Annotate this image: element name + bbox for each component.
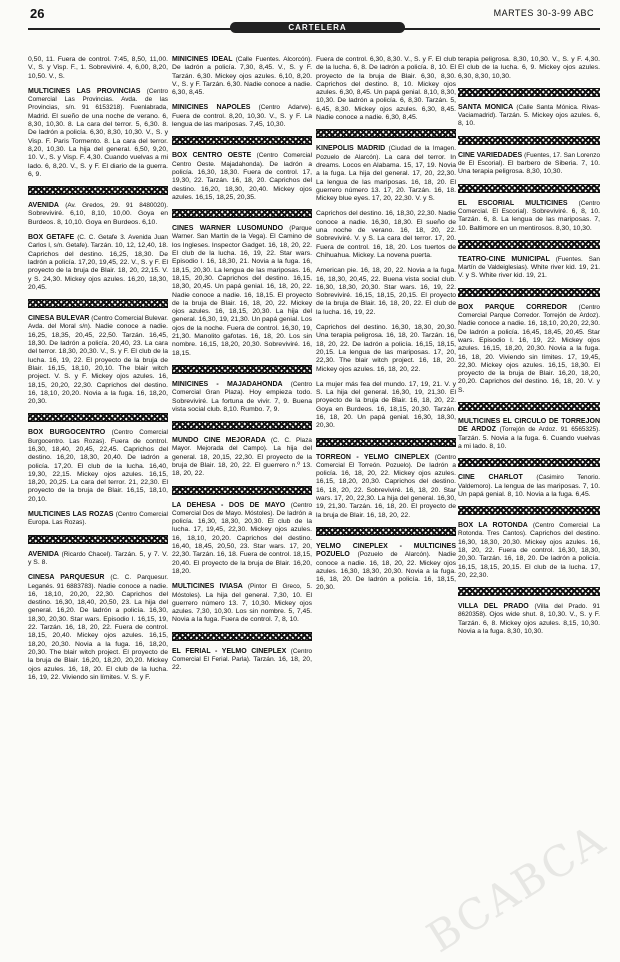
column-2 [172,56,312,850]
cinema-name: CINES WARNER LUSOMUNDO [172,225,284,233]
section-separator [316,438,456,447]
film-schedule: La mujer más fea del mundo. 17, 19, 21. V. y S. La hija del general. 16,30, 19, 21,30. El proyecto de la bruja de Blair. 16, 18, 20, 22. Goya en Burdeos. 16, 18,15, 20,30. Tarzán. 16, 18, 20. Un papá genial. 16,30, 18,30, 20,30. [316,380,456,430]
film-schedule: El sueño de una noche de verano. 6, 8,30, 10,30. 8. La cara del terror. 5, 6,30. 8. De ladrón a policía. 6,30, 8,30, 10,30. V., S. y Visp. F. Paris Tormento. 8. La cara del terror. 8,20, 10,30. La hija del general. 6,50, 9,20, 10. V., S. y Visp. F. 4,30. Cuando vuelvas a mi lado. 6, 8,20. V., S. y F. El diario de la guerra. 6, 9. [28,112,168,178]
cinema-address: (Pozuelo de Alarcón). [357,551,431,559]
cinema-listing [458,304,600,395]
section-separator [28,186,168,195]
cinema-listing [172,583,312,624]
film-schedule: American pie. 16, 18, 20, 22. Novia a la fuga. 16, 18,30, 20,45, 22. Buena vista social club. 16,30, 18,30, 20,30. Star wars. 16, 19, 22. Sobreviviré. 16,15, 18,15, 20,15. El proyecto de la bruja de Blair. 16, 18, 20, 22. El club de la lucha. 16, 19, 22. [316,267,456,316]
section-separator [458,184,600,193]
section-separator [458,88,600,97]
section-separator [458,402,600,411]
cinema-listing [316,210,456,260]
cinema-listing [458,418,600,451]
film-schedule: 0,50, 11. Fuera de control. 7:45, 8,50, 11,00. V., S. y Visp. F., 1. Sobreviviré. 4, 6,00, 8,20, 10,50. V., S. [28,56,168,80]
cinema-address: (Calle Santa Mónica. Rivas-Vaciamadrid). [458,103,600,120]
cinema-listing [316,454,456,520]
cinema-name: BOX PARQUE CORREDOR [458,303,567,311]
cinema-address: (Centro Comercial La Rotonda. Tres Cantos). [458,522,600,538]
cinema-name: BOX GETAFE [28,234,75,242]
header-date: MARTES 30-3-99 [493,8,572,18]
film-schedule: Fuera de control. 8,20, 10,30. V., S. y F. La lengua de las mariposas. 7,45, 10,30. [172,112,312,129]
section-separator [458,458,600,467]
cinema-address: (Centro Comercial Centro Oeste. Majadahonda). [172,152,312,168]
cinema-name: MINICINES IDEAL [172,56,233,63]
film-schedule: Tarzán. 16, 18, 20, 22. [172,656,312,672]
cinema-name: CINE VARIEDADES [458,151,523,159]
film-schedule: De ladrón a policía. 16, 18, 20, 22. Mickey ojos azules. 16,15, 18,20, 20,30. Caprichos del destino. 16, 18, 20, 22. Sobreviviré. 16, 18, 20. Star wars. 17, 20, 22,30. La hija del general. 16,30, 19, 21,30. Tarzán. 16, 18, 20. El proyecto de la bruja de Blair. 16, 18, 20, 22. [316,461,456,519]
cinema-listing [172,381,312,414]
cinema-address: (Centro Comercial Las Provincias. Avda. de las Provincias, s/n. 91 6153218). Fuenlabrada, Madrid. [28,87,168,120]
cinema-address: (C. C. Plaza Mayor. Mejorada del Campo). [172,437,312,453]
film-schedule: Hoy empieza todo. Sobreviviré. La fortuna de vivir. 7, 9. Buena vista social club. 8,10. Rumbo. 7, 9. [172,389,312,413]
film-schedule: El Camino de los Ingleses. Inspector Gadget. 16, 18, 20, 22. El club de la lucha. 16, 19, 22. Star wars. Episodio I. 16, 18,30, 21. Novia a la fuga. 16, 18,15, 20,30. La lengua de las mariposas. 16, 18,15, 20,30. Caprichos del destino. 16,15, 18,30, 20,45. Un papá genial. 16, 18, 20, 22. Nadie conoce a nadie. 16, 18,15. El proyecto de la bruja de Blair. 16, 18, 20, 22. Mickey ojos azules. 16, 18,15, 20,30. La hija del general. 16,30, 19, 21,30. Un papá genial. Los ojos de la noche. Fuera de control. 16,30, 19, 21,30. Manolito gafotas. 16, 18, 20. Los sin nombre. 16,15, 18,20, 20,30. Sobreviviré. 16, 18,15. [172,233,312,357]
cinema-name: LA DEHESA - DOS DE MAYO [172,501,286,509]
cinema-name: MULTICINES IVIASA [172,583,243,591]
film-schedule: La hija del general. 7,30, 10. El guerrero número 13. 7, 10,30. Mickey ojos azules. 7,30, 10,30. Los sin nombre. 5, 7,45. Novia a la fuga. Fuera de control. 7, 8, 10. [172,591,312,624]
section-separator [458,506,600,515]
cinema-name: CINESA BULEVAR [28,315,90,323]
film-schedule: Ojos wide shut. 8, 10,30. V., S. y F. Tarzán. 6, 8. Mickey ojos azules. 8,15, 10,30. Novia a la fuga. 8,30, 10,30. [458,611,600,636]
cinema-name: AVENIDA [28,550,59,558]
cinema-listing [28,574,168,682]
cinema-listing [458,104,600,129]
film-schedule: Tarzán. 5. Novia a la fuga. 6. Cuando vuelvas a mi lado. 8, 10. [458,434,600,450]
cinema-listing [316,56,456,122]
cinema-listing [316,543,456,593]
column-4 [458,56,600,850]
column-1 [28,56,168,850]
cinema-listing [172,502,312,577]
film-schedule: Tarzán. 10, 12, 12,40, 18. Caprichos del destino. 16,25, 18,30. De ladrón a policía. 17,20, 19,45, 22. V., S. y F. El proyecto de la bruja de Blair. 18, 20, 22,15. V. y S. 24,30. Mickey ojos azules. 16,20, 18,30, 20,45. [28,242,168,291]
section-separator [458,587,600,596]
cinema-listing [458,603,600,636]
section-separator [172,486,312,495]
header-date-paper [494,8,594,18]
cinema-name: BOX LA ROTONDA [458,522,528,530]
film-schedule: Nadie conoce a nadie. 16, 18,10, 20,20, 22,30. Caprichos del destino. 16,30, 18,40, 20,50, 23. La hija del general. 16,20. De ladrón a policía. 16,30, 18,30, 20,30. Star wars. Episodio I. 16,15, 19, 22. Tarzán. 16, 18, 20, 22. Fuera de control. 18,15, 20,40. Mickey ojos azules. 16,15, 18,20, 20,30. Novia a la fuga. 16, 18,20, 20,30. The blair witch project. El proyecto de la bruja de Blair. 16,20, 18,20, 20,20. Mickey ojos azules. 16, 18, 20. El club de la lucha. 16, 19, 22. Viviendo sin límites. V. S. y F. [28,582,168,681]
cinema-listing [316,324,456,374]
cinema-address: (Fuentes. San Martín de Valdeiglesias). [458,255,600,272]
abc-watermark: BCABCA [418,814,614,962]
cinema-address: (Av. Gredos, 29. 91 8480020). [65,202,168,210]
cinema-address: (Torrejón de Ardoz. 91 6565325). [499,426,600,434]
cinema-listing [458,474,600,499]
film-schedule: Tarzán. 5, y 7. V. y S. 8. [28,550,168,566]
cinema-listing [28,315,168,406]
cinema-name: VILLA DEL PRADO [458,603,529,611]
cinema-name: BOX BURGOCENTRO [28,429,106,437]
section-separator [28,299,168,308]
cinema-listing [172,152,312,202]
cinema-address: (Centro Comercial Dos de Mayo. Móstoles). [172,501,312,517]
cinema-address: (Centro Comercial Europa. Las Rozas). [28,511,168,527]
cinema-listing [28,56,168,81]
cinema-name: MULTICINES EL CIRCULO DE TORREJON DE ARDOZ [458,418,600,434]
film-schedule: Caprichos del destino. 16, 18,30, 22,30. Nadie conoce a nadie. 16,30, 18,30. El sueño de una noche de verano. 16, 18, 20, 22. Sobreviviré. V. y S. La cara del terror. 17, 20. Fuera de control. 16, 18, 20. Los tuertos de Chihuahua. Mickey. La novena puerta. [316,210,456,259]
film-schedule: terapia peligrosa. 8,30, 10,30. V., S. y F. 4,30. El club de la lucha. 6, 9. Mickey ojos azules. 6,30, 8,30, 10,30. [458,56,600,80]
film-schedule: Caprichos del destino. 16,30, 18,30, 20,30. Mickey ojos azules. 16, 18, 20, 22. Fuera de control. 16,30, 18,30, 20,30. Tarzán. 16, 18, 20. De ladrón a policía. 16,15, 18,15, 20,15. El club de la lucha. 17, 20, 22,30. [458,530,600,579]
cinema-name: CINESA PARQUESUR [28,574,105,582]
film-schedule: El barbero de Siberia. 7, 10. Una terapia peligrosa. 8,30, 10,30. [458,160,600,176]
film-schedule: Caprichos del destino. 16,30, 18,30, 20,30. Una terapia peligrosa. 16, 18, 20. Tarzán. 16, 18, 20, 22. De ladrón a policía. 16,15, 18,15, 20,15. La lengua de las mariposas. 17, 20, 22,30. The blair witch project. 16, 18, 20. Mickey ojos azules. 16, 18, 20, 22. [316,324,456,373]
section-separator [28,535,168,544]
film-schedule: Fuera de control. 6,30, 8,30. V., S. y F. El club de la lucha. 6, 8. De ladrón a policía. 8, 10. El proyecto de la bruja de Blair. 6,30, 8,30. Caprichos del destino. 8, 10. Mickey ojos azules. 6,30, 8,45. Un papá genial. 8,10, 8,30, 10,30. De ladrón a policía. 6, 8,30. Tarzán. 5, 6,45, 8,30. Mickey ojos azules. 6,30, 8,45. Nadie conoce a nadie. 6,30, 8,45. [316,56,456,122]
cinema-listing [172,104,312,129]
film-schedule: Sobreviviré. 6, 8, 10. Tarzán. 6, 8. La lengua de las mariposas. 7, 10. Baltimore en un mentirosos. 8,30, 10,30. [458,207,600,232]
cinema-address: (Fuentes, 17. San Lorenzo de El Escorial). [458,151,600,168]
cinema-listing [458,152,600,177]
section-separator [172,365,312,374]
cinema-address: (Centro Comercial Gran Plaza). [172,380,312,397]
cinema-address: (C. C. Getafe 3. Avenida Juan Carlos I, s/n. Getafe). [28,234,168,250]
cinema-address: (Parque Warner. San Martín de la Vega). [172,225,312,241]
film-schedule: White river kid. 19, 21. V. y S. White river kid. 19, 21. [458,264,600,280]
cinema-listing [316,267,456,317]
cinema-address: (Villa del Prado. 91 8620358). [458,603,600,619]
section-separator [172,136,312,145]
section-separator [172,209,312,218]
cinema-listing [28,511,168,528]
cinema-address: (Centro Comercial El Torreón. Pozuelo). [316,453,456,469]
cinema-listing [28,88,168,179]
film-schedule: La cara del terror. In dreams. Locos en Alabama. 15, 17, 19. Novia a la fuga. La hija del general. 17, 20, 22,30. La lengua de las mariposas. 16, 18, 20. El guerrero número 13. 17, 20. Tarzán. 16, 18. Mickey blue eyes. 17, 20, 22,30. V. y S. [316,153,456,203]
cinema-name: CINE CHARLOT [458,474,523,482]
cinema-listing [28,551,168,568]
cinema-name: MULTICINES LAS ROZAS [28,511,114,519]
cinema-address: (Pintor El Greco, 5. Móstoles). [172,583,312,599]
cinema-name: EL ESCORIAL MULTICINES [458,199,568,207]
cinema-listing [316,381,456,431]
cinema-name: AVENIDA [28,202,59,210]
section-separator [458,288,600,297]
cinema-name: BOX CENTRO OESTE [172,152,252,160]
cinema-name: KINEPOLIS MADRID [316,145,386,153]
cinema-listing [28,429,168,504]
cinema-name: MUNDO CINE MEJORADA [172,437,266,445]
film-schedule: Nadie conoce a nadie. 16,25, 18,35, 20,45, 22,50. Tarzán. 16,45, 18,30. De ladrón a policía. 20,40, 23. La cara del terror. 18,30, 20,30. V., S. y F. El club de la lucha. 16, 19, 22. El proyecto de la bruja de Blair. 16,15, 18,10, 20,10. The blair witch project. V. S. y F. Mickey ojos azules. 16, 18,15, 20,20, 22,30. Caprichos del destino. 16, 18,10, 20,20. Novia a la fuga. 16, 18,20, 20,30. [28,323,168,406]
section-separator [172,421,312,430]
cinema-address: (Centro Comercial Bulevar. Avda. del Moral s/n). [28,315,168,331]
cinema-address: (Casimiro Tenorio. Valdemoro). [458,474,600,490]
section-separator [316,129,456,138]
film-schedule: La hija del general. 18, 20,15, 22,30. El proyecto de la bruja de Blair. 18, 20, 22. El guerrero n.º 13. 18, 20, 22. [172,445,312,478]
cinema-address: (Ciudad de la Imagen. Pozuelo de Alarcón). [316,145,456,161]
film-schedule: Nadie conoce a nadie. 16, 18, 20, 22. Mickey ojos azules. 16,30, 18,30, 20,30. Novia a la fuga. 16, 18, 20. De ladrón a policía. 16, 18,15, 20,30. [316,551,456,592]
section-separator [172,632,312,641]
film-schedule: Nadie conoce a nadie. 16, 18,10, 20,20, 22,30. De ladrón a policía. 16,45, 18,45, 20,45. Star wars. Episodio I. 16, 19, 22. Mickey ojos azules. 16,15, 18,20, 20,30. Novia a la fuga. 16, 18, 20. Viviendo sin límites. 17, 19,45, 22,30. Mickey ojos azules. 16,15, 18,30. El proyecto de la bruja de Blair. 16,20, 18,20, 20,20. Caprichos del destino. 16, 18, 20. V. y S. [458,320,600,394]
section-separator [316,527,456,536]
header-paper: ABC [573,8,594,18]
page-number: 26 [30,6,45,21]
cinema-address: (Centro Comercial Parque Corredor. Torrejón de Ardoz). [458,303,600,320]
section-separator [458,136,600,145]
cinema-listing [172,56,312,97]
page-header [0,0,620,40]
cinema-name: TEATRO-CINE MUNICIPAL [458,255,550,263]
cinema-listing [172,648,312,673]
cinema-listing [28,202,168,227]
cinema-name: EL FERIAL - YELMO CINEPLEX [172,647,287,655]
cinema-name: SANTA MONICA [458,103,514,111]
cinema-address: (Centro Comercial El Ferial. Parla). [172,647,312,664]
cinema-listing [458,256,600,281]
film-schedule: Sobreviviré. 6,10, 8,10, 10,00. Goya en Burdeos. 8, 10,10. Goya en Burdeos. 6,10. [28,210,168,226]
film-schedule: La lengua de las mariposas. 7, 10. Un papá genial. 8, 10. Novia a la fuga. 6,45. [458,482,600,498]
section-separator [458,240,600,249]
column-3 [316,56,456,850]
cinema-name: TORREON - YELMO CINEPLEX [316,453,430,461]
cinema-address: (Centro Comercial. El Escorial). [458,199,600,215]
cinema-address: (Centro Adarve). [258,104,312,112]
cinema-listing [458,200,600,233]
section-band: CARTELERA [230,22,405,33]
section-separator [28,413,168,422]
cinema-listing [458,522,600,580]
cinema-address: (Calle Fuentes. Alcorcón). [235,56,312,63]
cinema-name: MINICINES NAPOLES [172,104,251,112]
film-schedule: De ladrón a policía. 16,30, 18,30. Fuera de control. 17, 19,30, 22. Tarzán. 16, 18, 20. Caprichos del destino. 16,20, 18,30, 20,40. Mickey ojos azules. 16,15, 18,25, 20,35. [172,160,312,201]
film-schedule: De ladrón a policía. 16,30, 18,30, 20,30. El club de la lucha. 17, 19,45, 22,30. Mickey ojos azules. 16, 18,10, 20,20. Caprichos del destino. 16,40, 18,45, 20,50, 23. Star wars. 17, 20, 22,30. Tarzán. 16, 18. Fuera de control. 18,15, 20,40. El proyecto de la bruja de Blair. 16,20, 18,20. [172,509,312,575]
cinema-listing [458,56,600,81]
cinema-listing [316,145,456,203]
film-schedule: Tarzán. 5. Mickey ojos azules. 6, 8, 10. [458,112,600,128]
film-schedule: De ladrón a policía. 7,30, 8,45. V., S. y F. Tarzán. 6,30. Mickey ojos azules. 6,10, 8,20. V., S. y F. Tarzán. 6,30. Nadie conoce a nadie. 6,30, 8,45. [172,64,312,97]
cinema-listing [172,225,312,358]
cinema-name: MINICINES - MAJADAHONDA [172,380,283,388]
cinema-listing [172,437,312,478]
cinema-address: (Ricardo Chacel). [61,550,113,558]
cinema-listing [28,234,168,292]
cinema-name: MULTICINES LAS PROVINCIAS [28,87,141,95]
film-schedule: Fuera de control. 16,30, 18,40, 20,45, 22,45. Caprichos del destino. 16,20, 18,30, 20,40. De ladrón a policía. 17,20. El club de la lucha. 16,40, 19,30, 22,15. Mickey ojos azules. 16,15, 18,20, 20,25. La cara del terror. 21, 22,30. El proyecto de la bruja de Blair. 16,15, 18,10, 20,10. [28,437,168,503]
cinema-address: (Centro Comercial Burgocentro. Las Rozas). [28,429,168,445]
cinema-address: (C. C. Parquesur. Leganés. 91 6883783). [28,574,168,590]
cinema-name: YELMO CINEPLEX - MULTICINES POZUELO [316,542,456,559]
